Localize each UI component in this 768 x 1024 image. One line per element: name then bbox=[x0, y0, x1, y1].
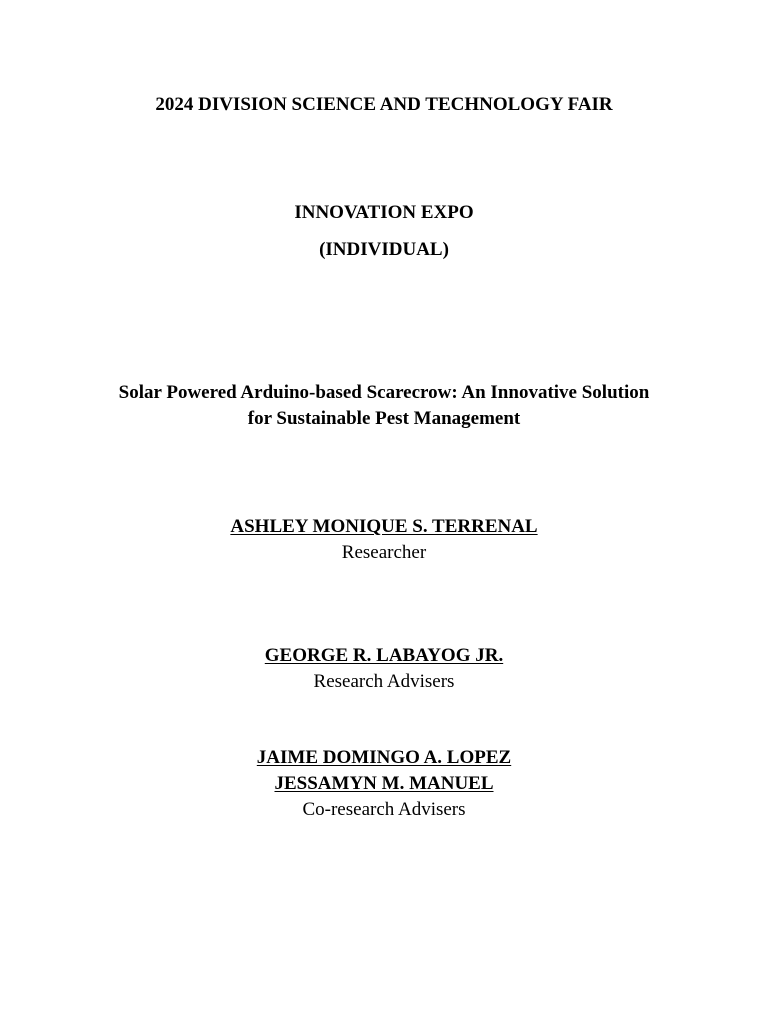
adviser-name bbox=[0, 643, 768, 669]
coadviser-name bbox=[0, 745, 768, 771]
fair-title: 2024 DIVISION SCIENCE AND TECHNOLOGY FAIR bbox=[155, 94, 613, 115]
project-title-line: Solar Powered Arduino-based Scarecrow: An Innovative Solution bbox=[118, 382, 650, 403]
researcher-role: Researcher bbox=[341, 542, 427, 563]
researcher-name-text: ASHLEY MONIQUE S. TERRENAL bbox=[230, 516, 538, 537]
coadviser-name bbox=[0, 771, 768, 797]
coadviser-role: Co-research Advisers bbox=[302, 799, 466, 820]
project-title-line: for Sustainable Pest Management bbox=[247, 408, 521, 429]
expo-category: (INDIVIDUAL) bbox=[319, 239, 449, 260]
researcher-name bbox=[0, 514, 768, 540]
adviser-name-text: GEORGE R. LABAYOG JR. bbox=[264, 645, 504, 666]
adviser-role: Research Advisers bbox=[313, 671, 455, 692]
coadviser-name-text: JESSAMYN M. MANUEL bbox=[274, 773, 494, 794]
coadviser-name-text: JAIME DOMINGO A. LOPEZ bbox=[256, 747, 512, 768]
expo-title: INNOVATION EXPO bbox=[294, 202, 474, 223]
